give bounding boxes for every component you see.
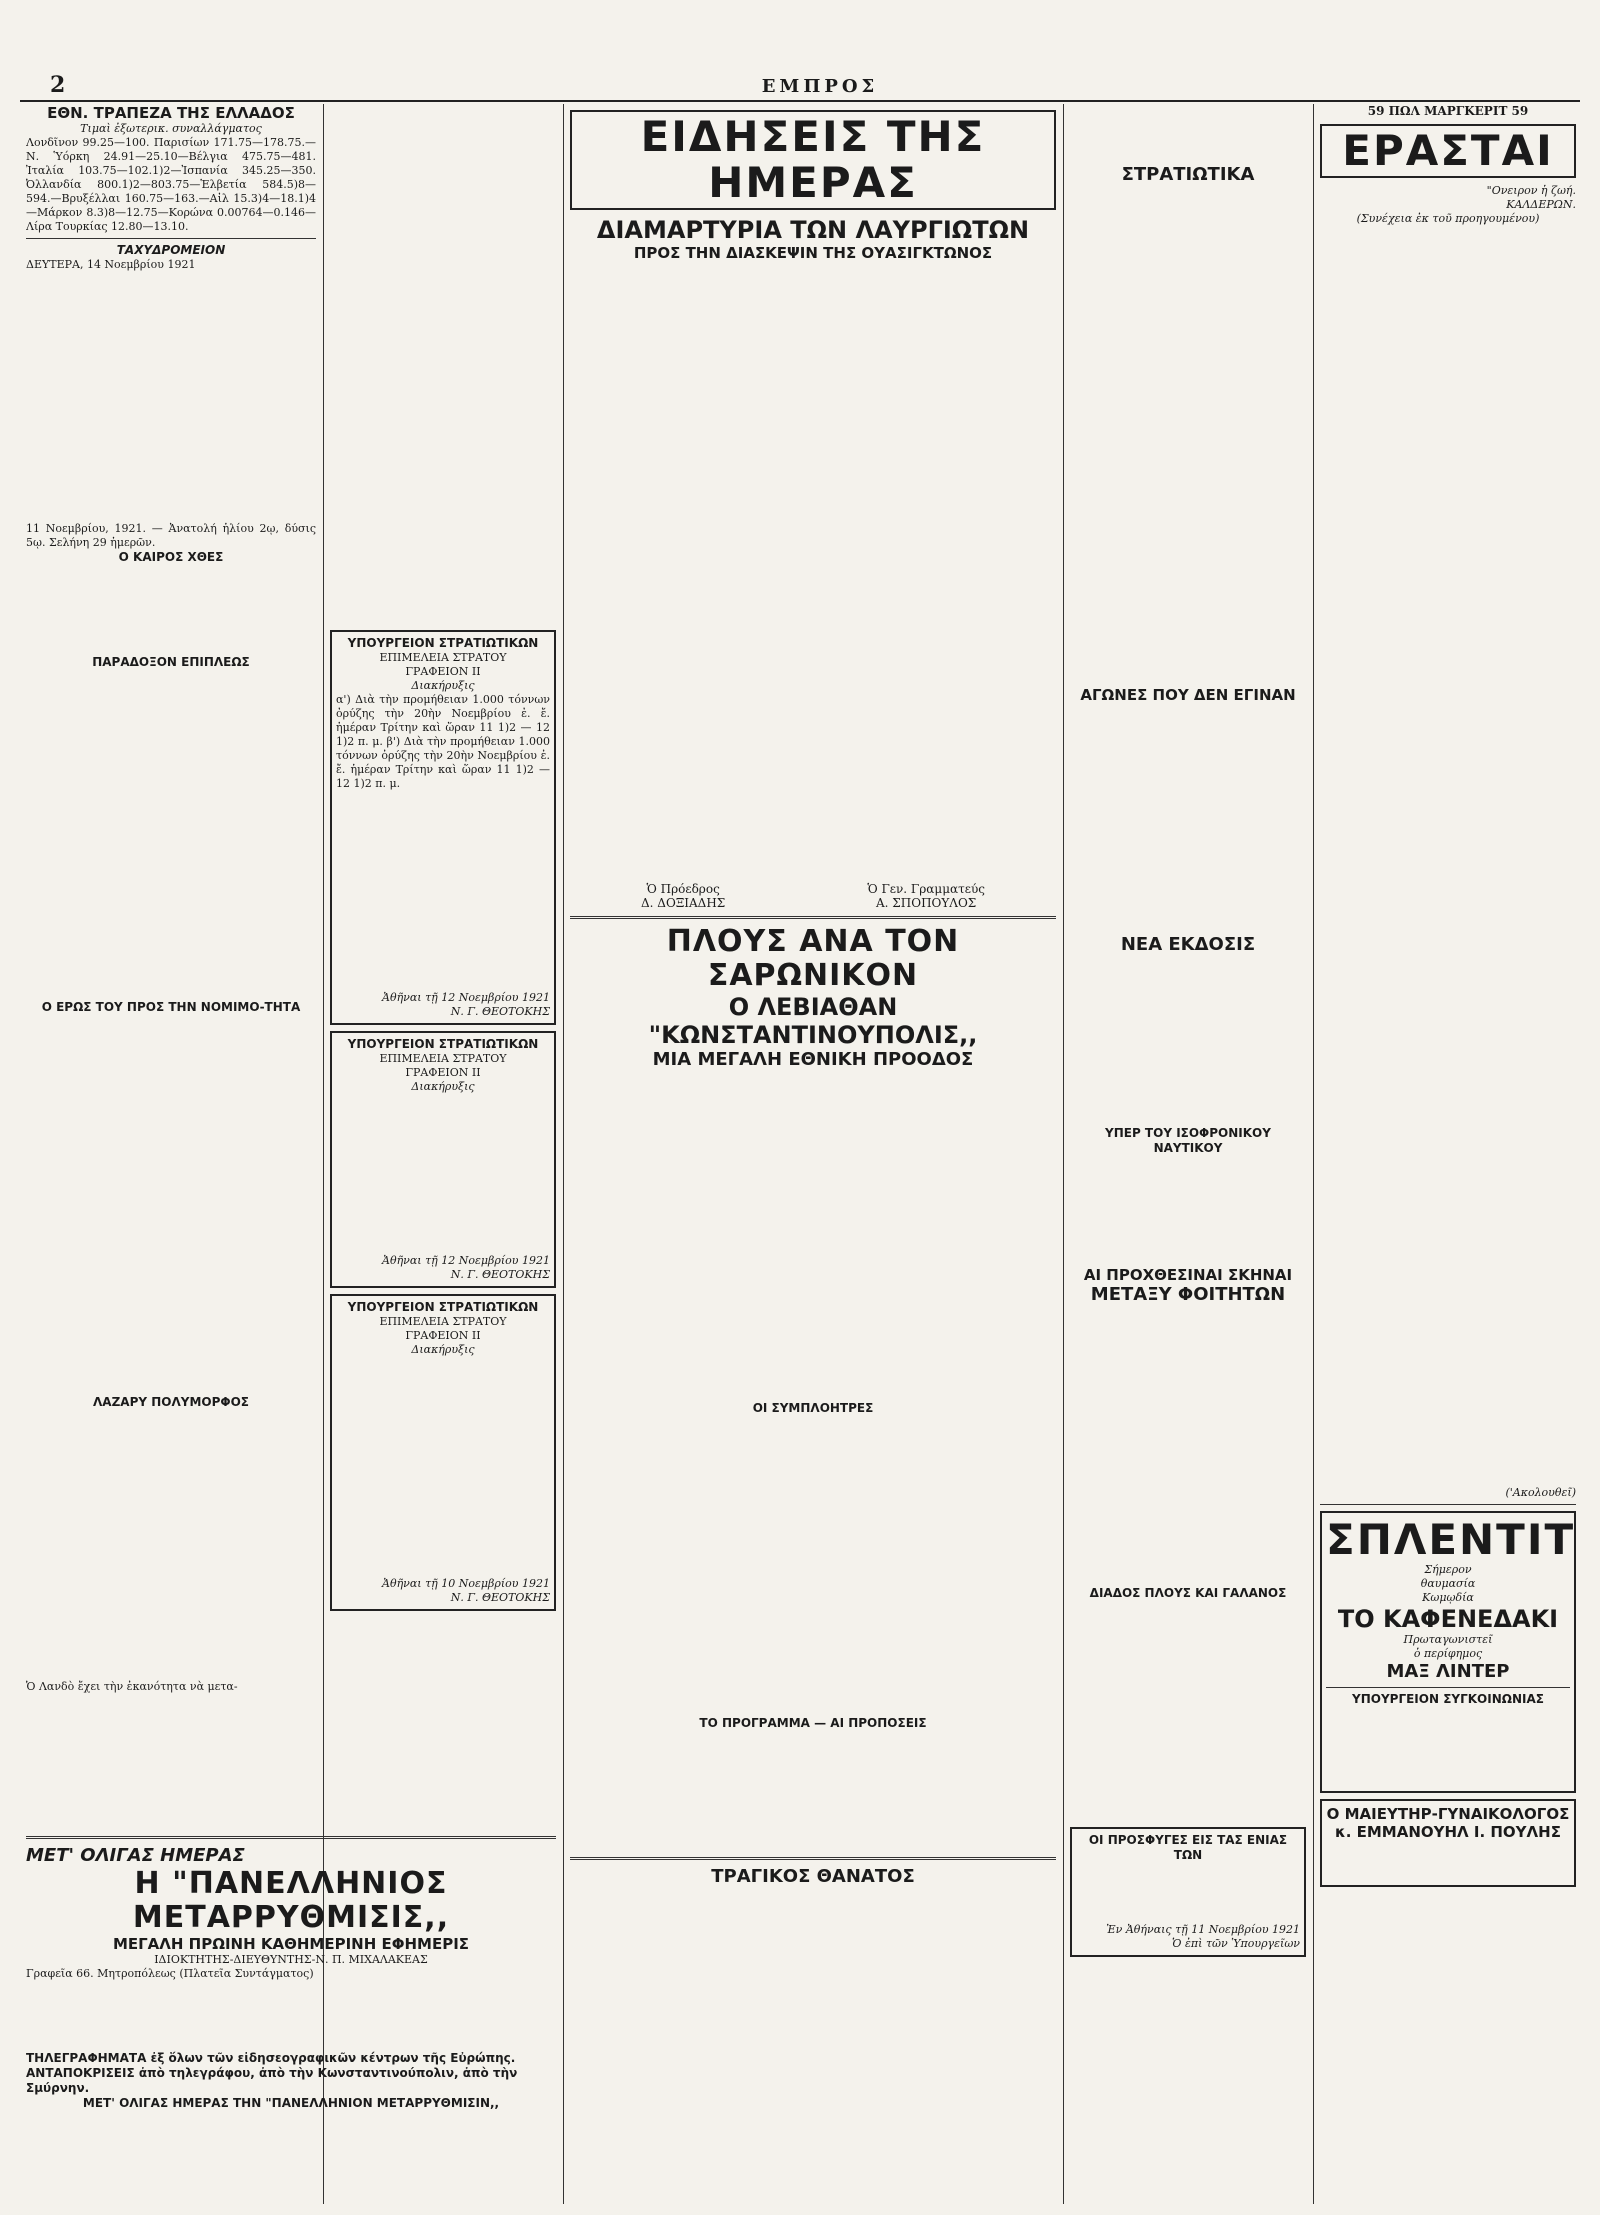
paradoxos-heading: ΠΑΡΑΔΟΞΟΝ ΕΠΙΠΛΕΩΣ	[92, 655, 250, 669]
text-block	[336, 1094, 550, 1254]
column-1	[26, 104, 316, 1824]
bank-subheading: Τιμαὶ ἐξωτερικ. συναλλάγματος	[80, 122, 262, 135]
refugees-date: Ἐν Ἀθήναις τῇ 11 Νοεμβρίου 1921	[1106, 1923, 1300, 1936]
news-heading: ΕΙΔΗΣΕΙΣ ΤΗΣ ΗΜΕΡΑΣ	[640, 112, 986, 207]
offices-line: Γραφεῖα 66. Μητροπόλεως (Πλατεῖα Συντάγματος)	[26, 1967, 314, 1980]
ministry-sub2: ΓΡΑΦΕΙΟΝ ΙΙ	[405, 1066, 481, 1079]
novel-cont: (Συνέχεια ἐκ τοῦ προηγουμένου)	[1356, 212, 1540, 225]
column-5	[1320, 104, 1576, 2204]
text-block	[570, 1071, 1056, 1401]
text-block	[26, 1981, 556, 2051]
text-block	[26, 565, 316, 655]
text-block	[1070, 1306, 1306, 1586]
ministry-type: Διακήρυξις	[411, 679, 475, 692]
signature-2	[867, 882, 985, 910]
ministry-heading: ΥΠΟΥΡΓΕΙΟΝ ΣΤΡΑΤΙΩΤΙΚΩΝ	[347, 636, 539, 650]
ministry-heading: ΥΠΟΥΡΓΕΙΟΝ ΣΤΡΑΤΙΩΤΙΚΩΝ	[347, 1300, 539, 1314]
novel-motto: "Ονειρον ἡ ζωή.	[1486, 184, 1576, 197]
text-block	[570, 1888, 1056, 2008]
novel-author: 59 ΠΩΛ ΜΑΡΓΚΕΡΙΤ 59	[1367, 104, 1529, 118]
post-heading: ΤΑΧΥΔΡΟΜΕΙΟΝ	[116, 243, 226, 257]
bank-rates: Λονδῖνον 99.25—100. Παρισίων 171.75—178.75.—Ν. Ὑόρκη 24.91—25.10—Βέλγια 475.75—481. Ἰταλία 103.75—102.1)2—Ἰσπανία 345.25—350. Ὀλλανδία 800.1)2—803.75—Ἑλβετία 584.5)8—594.—Βρυξέλλαι 160.75—163.—Αἰλ 15.3)4—18.1)4—Μάρκον 8.3)8—12.75—Κορώνα 0.00764—0.146—Λίρα Τουρκίας 12.80—13.10.	[26, 136, 316, 233]
new-edition-heading: ΝΕΑ ΕΚΔΟΣΙΣ	[1120, 934, 1256, 955]
bank-heading: ΕΘΝ. ΤΡΑΠΕΖΑ ΤΗΣ ΕΛΛΑΔΟΣ	[47, 104, 295, 122]
refugees-box	[1070, 1827, 1306, 1957]
novel-motto-author: ΚΑΛΔΕΡΩΝ.	[1506, 198, 1576, 211]
owner-line: ΙΔΙΟΚΤΗΤΗΣ-ΔΙΕΥΘΥΝΤΗΣ-Ν. Π. ΜΙΧΑΛΑΚΕΑΣ	[154, 1953, 428, 1966]
page-header	[20, 72, 1580, 102]
doctor-heading: Ο ΜΑΙΕΥΤΗΡ-ΓΥΝΑΙΚΟΛΟΓΟΣ	[1326, 1805, 1570, 1823]
ministry-sign: Ν. Γ. ΘΕΟΤΟΚΗΣ	[450, 1005, 550, 1018]
ministry-sub: ΕΠΙΜΕΛΕΙΑ ΣΤΡΑΤΟΥ	[379, 1315, 507, 1328]
splendit-title: ΤΟ ΚΑΦΕΝΕΔΑΚΙ	[1337, 1605, 1559, 1633]
signature-1	[641, 882, 725, 910]
paper-desc: ΜΕΓΑΛΗ ΠΡΩΙΝΗ ΚΑΘΗΜΕΡΙΝΗ ΕΦΗΜΕΡΙΣ	[112, 1935, 470, 1953]
text-block	[1070, 956, 1306, 1126]
ships-heading-line2: ΜΕΤΑΞΥ ΦΟΙΤΗΤΩΝ	[1090, 1284, 1286, 1305]
signature-role: Ὁ Γεν. Γραμματεύς	[867, 882, 985, 896]
text-block	[26, 1015, 316, 1395]
text-block	[26, 1410, 316, 1680]
text-block	[1070, 704, 1306, 934]
signature-name: Δ. ΔΟΞΙΑΔΗΣ	[641, 896, 726, 910]
military-heading: ΣΤΡΑΤΙΩΤΙΚΑ	[1121, 164, 1255, 185]
text-block	[1076, 1863, 1300, 1923]
ministry-notice-1	[330, 630, 556, 1025]
column-divider	[1313, 104, 1314, 2204]
novel-title-box	[1320, 124, 1576, 178]
text-block	[330, 104, 556, 624]
telegrams-line: ΤΗΛΕΓΡΑΦΗΜΑΤΑ ἐξ ὅλων τῶν εἰδησεογραφικῶν κέντρων τῆς Εὐρώπης.	[26, 2051, 516, 2065]
advert-panellinios	[26, 1830, 556, 2210]
eros-heading: Ο ΕΡΩΣ ΤΟΥ ΠΡΟΣ ΤΗΝ ΝΟΜΙΜΟ-ΤΗΤΑ	[41, 1000, 301, 1014]
news-banner	[570, 110, 1056, 210]
ministry-sub: ΕΠΙΜΕΛΕΙΑ ΣΤΡΑΤΟΥ	[379, 1052, 507, 1065]
splendit-show: θαυμασία	[1420, 1577, 1476, 1590]
union-heading: ΥΠΕΡ ΤΟΥ ΙΣΟΦΡΟΝΙΚΟΥ ΝΑΥΤΙΚΟΥ	[1105, 1126, 1271, 1155]
splendit-advert	[1320, 1511, 1576, 1793]
death-heading: ΤΡΑΓΙΚΟΣ ΘΑΝΑΤΟΣ	[711, 1866, 915, 1887]
correspondents-line: ΑΝΤΑΠΟΚΡΙΣΕΙΣ ἀπὸ τηλεγράφου, ἀπὸ τὴν Κωνσταντινούπολιν, ἀπὸ τὴν Σμύρνην.	[26, 2066, 518, 2095]
novel-title: ΕΡΑΣΤΑΙ	[1342, 126, 1554, 175]
games-heading: ΑΓΩΝΕΣ ΠΟΥ ΔΕΝ ΕΓΙΝΑΝ	[1080, 686, 1296, 704]
doctor-advert	[1320, 1799, 1576, 1887]
column-2	[330, 104, 556, 1824]
splendit-comedy: Κωμῳδία	[1422, 1591, 1474, 1604]
closing-line: ΜΕΤ' ΟΛΙΓΑΣ ΗΜΕΡΑΣ ΤΗΝ "ΠΑΝΕΛΛΗΝΙΟΝ ΜΕΤΑΡΡΥΘΜΙΣΙΝ,,	[82, 2096, 500, 2110]
text-block	[336, 1357, 550, 1577]
text-block	[1070, 104, 1306, 164]
ministry-type: Διακήρυξις	[411, 1080, 475, 1093]
text-block	[570, 262, 1056, 882]
protest-sub: ΠΡΟΣ ΤΗΝ ΔΙΑΣΚΕΨΙΝ ΤΗΣ ΟΥΑΣΙΓΚΤΩΝΟΣ	[633, 244, 993, 262]
text-block	[1326, 1841, 1570, 1881]
voyage-heading: ΠΛΟΥΣ ΑΝΑ ΤΟΝ ΣΑΡΩΝΙΚΟΝ	[666, 924, 960, 993]
few-days-heading: ΜΕΤ' ΟΛΙΓΑΣ ΗΜΕΡΑΣ	[26, 1845, 245, 1866]
ships-heading	[1070, 1266, 1306, 1306]
novel-cont-end: ('Ακολουθεῖ)	[1505, 1486, 1576, 1499]
ships-heading-line1: ΑΙ ΠΡΟΧΘΕΣΙΝΑΙ ΣΚΗΝΑΙ	[1083, 1266, 1293, 1284]
leviathan-sub: ΜΙΑ ΜΕΓΑΛΗ ΕΘΝΙΚΗ ΠΡΟΟΔΟΣ	[652, 1049, 974, 1070]
ministry-items: α') Διὰ τὴν προμήθειαν 1.000 τόννων ὀρύζης τὴν 20ὴν Νοεμβρίου ἐ. ἔ. ἡμέραν Τρίτην καὶ ὥραν 11 1)2 — 12 1)2 π. μ. β') Διὰ τὴν προμήθειαν 1.000 τόννων ὀρύζης τὴν 20ὴν Νοεμβρίου ἐ. ἔ. ἡμέραν Τρίτην καὶ ὥραν 11 1)2 — 12 1)2 π. μ.	[336, 693, 550, 790]
column-divider	[563, 104, 564, 2204]
column-divider	[1063, 104, 1064, 2204]
doctor-name: κ. ΕΜΜΑΝΟΥΗΛ Ι. ΠΟΥΛΗΣ	[1335, 1823, 1561, 1841]
page-number: 2	[50, 72, 66, 98]
splendit-star2: ὁ περίφημος	[1413, 1647, 1483, 1660]
protest-heading: ΔΙΑΜΑΡΤΥΡΙΑ ΤΩΝ ΛΑΥΡΓΙΩΤΩΝ	[596, 216, 1030, 244]
ministry-tax: ΥΠΟΥΡΓΕΙΟΝ ΣΥΓΚΟΙΝΩΝΙΑΣ	[1352, 1692, 1544, 1706]
text-block	[336, 791, 550, 991]
splendit-actor: ΜΑΞ ΛΙΝΤΕΡ	[1386, 1661, 1510, 1682]
post-date: ΔΕΥΤΕΡΑ, 14 Νοεμβρίου 1921	[26, 258, 196, 271]
ministry-notice-2	[330, 1031, 556, 1288]
river-heading: ΔΙΑΔΟΣ ΠΛΟΥΣ ΚΑΙ ΓΑΛΑΝΟΣ	[1089, 1586, 1287, 1600]
text-block	[1070, 186, 1306, 686]
ministry-type: Διακήρυξις	[411, 1343, 475, 1356]
refugees-sign: Ὁ ἐπὶ τῶν Ὑπουργεῖων	[1172, 1937, 1300, 1950]
column-4	[1070, 104, 1306, 2204]
refugees-heading: ΟΙ ΠΡΟΣΦΥΓΕΣ ΕΙΣ ΤΑΣ ΕΝΙΑΣ ΤΩΝ	[1088, 1833, 1288, 1862]
paper-name: Η "ΠΑΝΕΛΛΗΝΙΟΣ ΜΕΤΑΡΡΥΘΜΙΣΙΣ,,	[132, 1866, 450, 1935]
signature-role: Ὁ Πρόεδρος	[646, 882, 720, 896]
ministry-heading: ΥΠΟΥΡΓΕΙΟΝ ΣΤΡΑΤΙΩΤΙΚΩΝ	[347, 1037, 539, 1051]
lazaros-sig: Ὁ Λανδὸ ἔχει τὴν ἐκανότητα νὰ μετα-	[26, 1680, 238, 1693]
ministry-date: Ἀθῆναι τῇ 12 Νοεμβρίου 1921	[382, 991, 550, 1004]
splendit-today: Σήμερον	[1424, 1563, 1472, 1576]
text-block	[1070, 1156, 1306, 1266]
ministry-date: Ἀθῆναι τῇ 12 Νοεμβρίου 1921	[382, 1254, 550, 1267]
ministry-sign: Ν. Γ. ΘΕΟΤΟΚΗΣ	[450, 1591, 550, 1604]
lazaros-heading: ΛΑΖΑΡΥ ΠΟΛΥΜΟΡΦΟΣ	[93, 1395, 249, 1409]
text-block	[1326, 1707, 1570, 1787]
ministry-notice-3	[330, 1294, 556, 1611]
ministry-sub: ΕΠΙΜΕΛΕΙΑ ΣΤΡΑΤΟΥ	[379, 651, 507, 664]
splendit-heading: ΣΠΛΕΝΤΙΤ	[1326, 1515, 1576, 1564]
ministry-sub2: ΓΡΑΦΕΙΟΝ ΙΙ	[405, 665, 481, 678]
text-block	[26, 670, 316, 1000]
leviathan-heading: Ο ΛΕΒΙΑΘΑΝ "ΚΩΝΣΤΑΝΤΙΝΟΥΠΟΛΙΣ,,	[648, 993, 978, 1049]
program-heading: ΤΟ ΠΡΟΓΡΑΜΜΑ — ΑΙ ΠΡΟΠΟΣΕΙΣ	[699, 1716, 927, 1730]
text-block	[1320, 226, 1576, 1486]
text-block	[1070, 1601, 1306, 1821]
column-3	[570, 104, 1056, 2204]
ministry-date: Ἀθῆναι τῇ 10 Νοεμβρίου 1921	[382, 1577, 550, 1590]
protest-signatures	[570, 882, 1056, 910]
sympl-heading: ΟΙ ΣΥΜΠΛΟΗΤΡΕΣ	[752, 1401, 874, 1415]
text-block	[570, 1731, 1056, 1851]
splendit-star: Πρωταγωνιστεῖ	[1403, 1633, 1493, 1646]
text-block	[26, 272, 316, 522]
ministry-sign: Ν. Γ. ΘΕΟΤΟΚΗΣ	[450, 1268, 550, 1281]
text-block	[570, 1416, 1056, 1716]
signature-name: Α. ΣΠΟΠΟΥΛΟΣ	[875, 896, 977, 910]
weather-date: 11 Νοεμβρίου, 1921. — Ἀνατολή ἡλίου 2ῳ, δύσις 5ῳ. Σελήνη 29 ἡμερῶν.	[26, 522, 316, 549]
weather-heading: Ο ΚΑΙΡΟΣ ΧΘΕΣ	[118, 550, 224, 564]
masthead-title: ΕΜΠΡΟΣ	[761, 76, 879, 97]
ministry-sub2: ΓΡΑΦΕΙΟΝ ΙΙ	[405, 1329, 481, 1342]
